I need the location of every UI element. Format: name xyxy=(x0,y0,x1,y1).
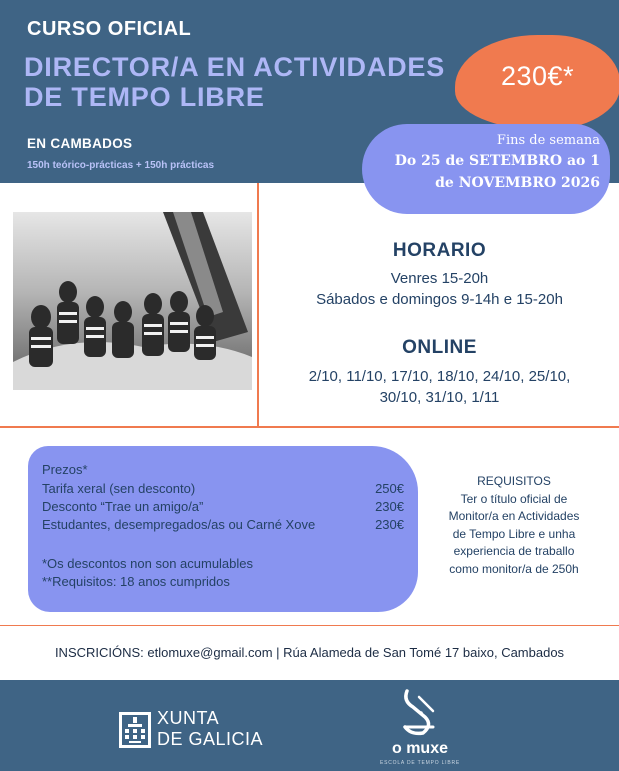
course-hours: 150h teórico-prácticas + 150h prácticas xyxy=(27,160,215,171)
schedule-heading: HORARIO xyxy=(392,240,487,261)
dates-line-1: Do 25 de SETEMBRO ao 1 xyxy=(394,153,600,169)
price-row-amount: 230€ xyxy=(375,499,404,514)
price-row xyxy=(42,481,404,496)
requirements-block xyxy=(428,473,600,578)
price-row xyxy=(42,517,404,532)
course-title xyxy=(24,52,445,112)
requirements-line: de Tempo Libre e unha xyxy=(452,526,576,541)
requirements-line: Ter o título oficial de xyxy=(460,491,568,506)
price-row-amount: 250€ xyxy=(375,481,404,496)
online-dates-line: 2/10, 11/10, 17/10, 18/10, 24/10, 25/10, xyxy=(308,368,571,385)
omuxe-brand-name: o muxe xyxy=(391,740,448,757)
xunta-coat-of-arms-icon xyxy=(119,712,151,748)
course-title-line-1: DIRECTOR/A EN ACTIVIDADES xyxy=(24,52,446,82)
xunta-line-1: XUNTA xyxy=(157,708,220,728)
contact-divider xyxy=(0,625,619,626)
group-photo-illustration xyxy=(13,212,252,390)
price-row-label: Tarifa xeral (sen desconto) xyxy=(42,481,196,496)
prices-heading: Prezos* xyxy=(42,462,88,477)
horizontal-divider xyxy=(0,426,619,428)
footer-band xyxy=(0,680,619,771)
requirements-line: experiencia de traballo xyxy=(453,544,575,558)
course-location: EN CAMBADOS xyxy=(27,136,133,151)
course-title-line-2: DE TEMPO LIBRE xyxy=(24,82,265,112)
dates-line-2: de NOVEMBRO 2026 xyxy=(435,175,600,191)
price-value: 230€* xyxy=(500,61,575,91)
vertical-divider xyxy=(257,183,259,426)
online-dates-line: 30/10, 31/10, 1/11 xyxy=(379,389,500,406)
price-badge xyxy=(455,35,619,130)
requirements-heading: REQUISITOS xyxy=(477,474,551,488)
price-note: **Requisitos: 18 anos cumpridos xyxy=(42,574,230,589)
omuxe-fish-logo-icon xyxy=(397,687,441,737)
price-row-label: Desconto “Trae un amigo/a” xyxy=(42,499,204,514)
price-note: *Os descontos non son acumulables xyxy=(42,556,254,571)
group-photo xyxy=(13,212,252,390)
requirements-line: como monitor/a de 250h xyxy=(449,561,579,576)
price-row-label: Estudantes, desempregados/as ou Carné Xove xyxy=(42,517,316,532)
registration-contact: INSCRICIÓNS: etlomuxe@gmail.com | Rúa Alameda de San Tomé 17 baixo, Cambados xyxy=(54,645,565,660)
price-row xyxy=(42,499,404,514)
dates-label: Fins de semana xyxy=(496,133,600,148)
omuxe-brand-subtitle: ESCOLA DE TEMPO LIBRE xyxy=(379,760,461,766)
dates-badge xyxy=(362,124,610,214)
xunta-logo-text xyxy=(157,708,263,750)
xunta-line-2: DE GALICIA xyxy=(157,729,264,749)
schedule-line: Sábados e domingos 9-14h e 15-20h xyxy=(316,291,563,308)
schedule-line: Venres 15-20h xyxy=(390,270,489,287)
course-kicker: CURSO OFICIAL xyxy=(27,18,192,40)
requirements-line: Monitor/a en Actividades xyxy=(448,509,580,523)
price-row-amount: 230€ xyxy=(375,517,404,532)
online-heading: ONLINE xyxy=(402,337,477,358)
